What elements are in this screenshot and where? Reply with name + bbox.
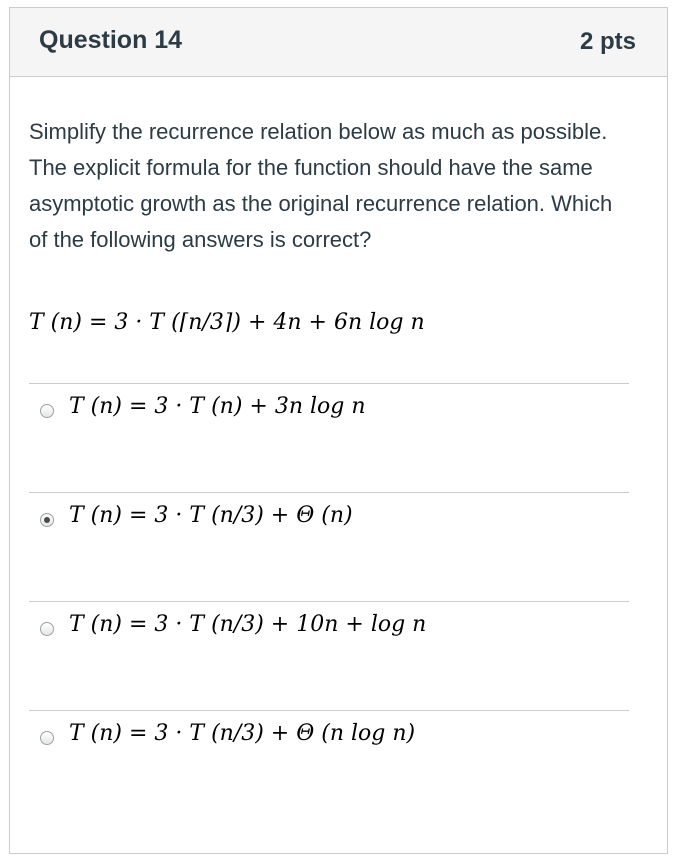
answer-label[interactable]: T (n) = 3 · T (n/3) + 10n + log n	[69, 612, 427, 637]
answer-label[interactable]: T (n) = 3 · T (n/3) + Θ (n log n)	[69, 721, 416, 746]
answer-option-3[interactable]	[29, 601, 629, 710]
answer-option-2[interactable]	[29, 492, 629, 601]
answer-label[interactable]: T (n) = 3 · T (n/3) + Θ (n)	[69, 503, 353, 528]
answer-list	[29, 383, 629, 819]
radio-button[interactable]	[40, 622, 54, 636]
answer-option-1[interactable]	[29, 383, 629, 492]
recurrence-formula: T (n) = 3 · T (⌈n/3⌉) + 4n + 6n log n	[29, 310, 425, 335]
radio-button[interactable]	[40, 404, 54, 418]
question-header	[10, 8, 667, 77]
radio-button[interactable]	[40, 731, 54, 745]
answer-label[interactable]: T (n) = 3 · T (n) + 3n log n	[69, 394, 366, 419]
radio-button-selected[interactable]	[40, 513, 54, 527]
question-prompt: Simplify the recurrence relation below as much as possible. The explicit formula for the function should have the same asymptotic growth as the original recurrence relation. Which of the following answers is correct?	[29, 119, 613, 252]
question-points: 2 pts	[579, 28, 636, 55]
answer-option-4[interactable]	[29, 710, 629, 819]
question-title: Question 14	[39, 26, 183, 54]
